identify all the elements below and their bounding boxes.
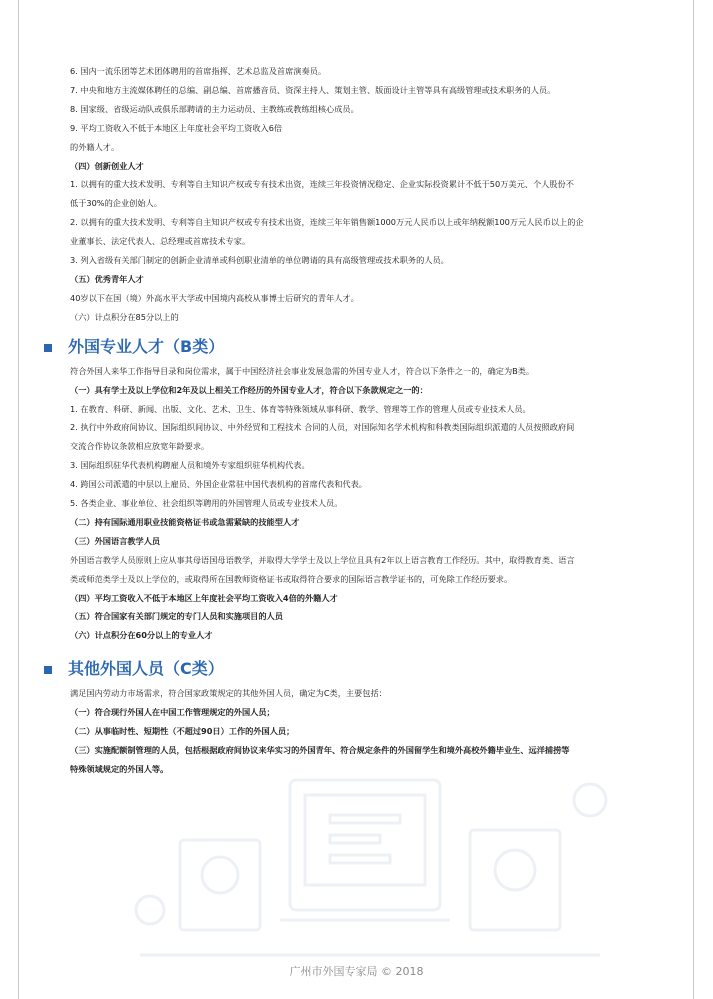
text-line: 40岁以下在国（境）外高水平大学或中国境内高校从事博士后研究的青年人才。 xyxy=(70,292,359,303)
text-line: 1. 在教育、科研、新闻、出版、文化、艺术、卫生、体育等特殊领域从事科研、教学、管理等工作的管理人员或专业技术人员。 xyxy=(70,403,531,414)
subheading-line: 特殊领域规定的外国人等。 xyxy=(70,763,169,774)
text-line: 外国语言教学人员原则上应从事其母语国母语教学，并取得大学学士及以上学位且具有2年以上语言教育工作经历。其中，取得教育类、语言 xyxy=(70,554,575,565)
text-line: 4. 跨国公司派遣的中层以上雇员、外国企业常驻中国代表机构的首席代表和代表。 xyxy=(70,479,367,490)
subheading-line: （五）符合国家有关部门规定的专门人员和实施项目的人员 xyxy=(70,611,283,622)
text-line: 3. 国际组织驻华代表机构聘雇人员和境外专家组织驻华机构代表。 xyxy=(70,460,310,471)
section-c-title: 其他外国人员（C类） xyxy=(68,659,224,679)
office-illustration-icon xyxy=(120,760,620,970)
section-b-heading xyxy=(42,335,670,359)
text-line: 1. 以拥有的重大技术发明、专利等自主知识产权或专有技术出资，连续三年投资情况稳定、企业实际投资累计不低于50万美元、个人股份不 xyxy=(70,179,574,190)
square-bullet-icon xyxy=(44,344,52,352)
section-b-title: 外国专业人才（B类） xyxy=(68,336,225,356)
text-line: 的外籍人才。 xyxy=(70,141,120,152)
subheading-line: （六）计点积分在60分以上的专业人才 xyxy=(70,630,213,641)
top-list xyxy=(70,62,670,327)
text-line: 符合外国人来华工作指导目录和岗位需求，属于中国经济社会事业发展急需的外国专业人才，符合以下条件之一的，确定为B类。 xyxy=(70,365,535,376)
text-line: 3. 列入省级有关部门制定的创新企业清单或科创职业清单的单位聘请的具有高级管理或技术职务的人员。 xyxy=(70,255,449,266)
subheading-line: （一）具有学士及以上学位和2年及以上相关工作经历的外国专业人才，符合以下条款规定之一的： xyxy=(70,384,428,395)
document-body xyxy=(70,62,670,779)
subheading-line: （五）优秀青年人才 xyxy=(70,273,144,284)
text-line: 5. 各类企业、事业单位、社会组织等聘用的外国管理人员或专业技术人员。 xyxy=(70,498,343,509)
text-line: 6. 国内一流乐团等艺术团体聘用的首席指挥、艺术总监及首席演奏员。 xyxy=(70,66,327,76)
text-line: 业董事长、法定代表人、总经理或首席技术专家。 xyxy=(70,236,251,247)
section-b-list xyxy=(70,362,670,646)
text-line: 满足国内劳动力市场需求，符合国家政策规定的其他外国人员，确定为C类，主要包括： xyxy=(70,688,387,699)
text-line: 9. 平均工资收入不低于本地区上年度社会平均工资收入6倍 xyxy=(70,122,283,133)
subheading-line: （一）符合现行外国人在中国工作管理规定的外国人员； xyxy=(70,707,275,718)
square-bullet-icon xyxy=(44,666,52,674)
page-footer: 广州市外国专家局 © 2018 xyxy=(289,965,424,978)
section-c-heading xyxy=(42,657,670,681)
subheading-line: （二）从事临时性、短期性（不超过90日）工作的外国人员； xyxy=(70,726,295,737)
text-line: 交流合作协议条款相应放宽年龄要求。 xyxy=(70,441,210,452)
text-line: 8. 国家级、省级运动队或俱乐部聘请的主力运动员、主教练或教练组核心成员。 xyxy=(70,103,359,114)
text-line: 低于30%的企业创始人。 xyxy=(70,198,162,209)
text-line: 7. 中央和地方主流媒体聘任的总编、副总编、首席播音员、资深主持人、策划主管、版面设计主管等具有高级管理或技术职务的人员。 xyxy=(70,84,556,95)
subheading-line: （三）实施配额制管理的人员，包括根据政府间协议来华实习的外国青年、符合规定条件的外国留学生和境外高校外籍毕业生、远洋捕捞等 xyxy=(70,745,570,755)
text-line: 类或师范类学士及以上学位的，或取得所在国教师资格证书或取得符合要求的国际语言教学证书的，可免除工作经历要求。 xyxy=(70,573,513,584)
subheading-line: （三）外国语言教学人员 xyxy=(70,535,161,546)
subheading-line: （四）平均工资收入不低于本地区上年度社会平均工资收入4倍的外籍人才 xyxy=(70,592,338,603)
subheading-line: （四）创新创业人才 xyxy=(70,160,144,171)
subheading-line: （二）持有国际通用职业技能资格证书或急需紧缺的技能型人才 xyxy=(70,516,300,527)
text-line: 2. 以拥有的重大技术发明、专利等自主知识产权或专有技术出资，连续三年年销售额1000万元人民币以上或年纳税额100万元人民币以上的企 xyxy=(70,217,584,228)
text-line: 2. 执行中外政府间协议、国际组织间协议、中外经贸和工程技术 合同的人员，对国际知名学术机构和科教类国际组织派遣的人员按照政府间 xyxy=(70,422,575,433)
text-line: （六）计点积分在85分以上的 xyxy=(70,311,179,322)
